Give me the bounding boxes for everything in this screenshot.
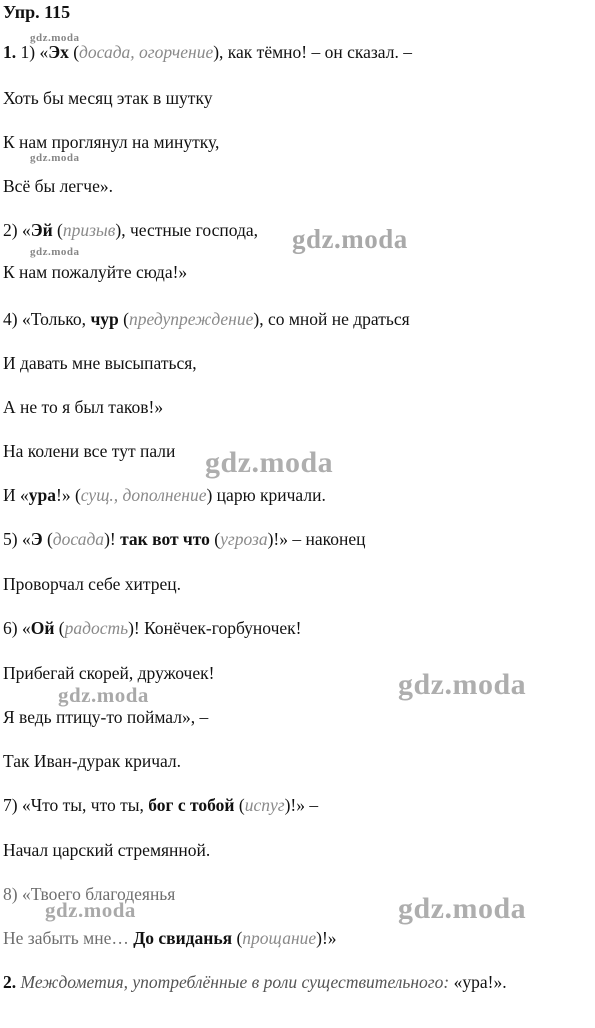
watermark-small: gdz.moda [30, 32, 80, 44]
item-number: 2. [3, 972, 17, 992]
annotation: досада [52, 529, 105, 549]
watermark-medium: gdz.moda [45, 898, 136, 922]
watermark-large: gdz.moda [398, 892, 527, 925]
exercise-title: Упр. 115 [3, 2, 71, 22]
watermark-small: gdz.moda [30, 246, 80, 258]
annotation: испуг [244, 795, 285, 815]
line-2: Хоть бы месяц этак в шутку [3, 88, 213, 108]
annotation: сущ., дополнение [80, 485, 207, 505]
annotation: предупреждение [129, 309, 254, 329]
line-17: Так Иван-дурак кричал. [3, 751, 182, 771]
line-16: Я ведь птицу-то поймал», – [3, 707, 209, 727]
line-14: 6) «Ой (радость)! Конёчек-горбуночек! [3, 618, 302, 638]
line-21: Не забыть мне… До свиданья (прощание)!» [3, 928, 337, 948]
line-18: 7) «Что ты, что ты, бог с тобой (испуг)!» – [3, 795, 319, 815]
line-15: Прибегай скорей, дружочек! [3, 663, 215, 683]
line-5: 2) «Эй (призыв), честные господа, [3, 220, 259, 240]
annotation: радость [64, 618, 129, 638]
line-6: К нам пожалуйте сюда!» [3, 262, 188, 282]
line-1: 1. 1) «Эх (досада, огорчение), как тёмно! – он сказал. – [3, 42, 412, 62]
watermark-medium: gdz.moda [58, 683, 149, 707]
line-12: 5) «Э (досада)! так вот что (угроза)!» – наконец [3, 529, 366, 549]
watermark-large: gdz.moda [398, 668, 527, 701]
watermark-large: gdz.moda [205, 446, 334, 479]
line-8: И давать мне высыпаться, [3, 353, 197, 373]
line-3: К нам проглянул на минутку, [3, 132, 220, 152]
line-4: Всё бы легче». [3, 176, 113, 196]
line-11: И «ура!» (сущ., дополнение) царю кричали. [3, 485, 326, 505]
annotation: прощание [242, 928, 317, 948]
watermark-small: gdz.moda [30, 152, 80, 164]
annotation: досада, огорчение [79, 42, 214, 62]
line-13: Проворчал себе хитрец. [3, 574, 181, 594]
item-number: 1. [3, 42, 17, 62]
line-7: 4) «Только, чур (предупреждение), со мной не драться [3, 309, 410, 329]
line-10: На колени все тут пали [3, 441, 176, 461]
line-22: 2. Междометия, употреблённые в роли существительного: «ура!». [3, 972, 507, 992]
watermark-large: gdz.moda [292, 224, 408, 254]
line-9: А не то я был таков!» [3, 397, 164, 417]
annotation: угроза [220, 529, 268, 549]
annotation: призыв [62, 220, 116, 240]
line-19: Начал царский стремянной. [3, 840, 211, 860]
line-20: 8) «Твоего благодеянья [3, 884, 176, 904]
